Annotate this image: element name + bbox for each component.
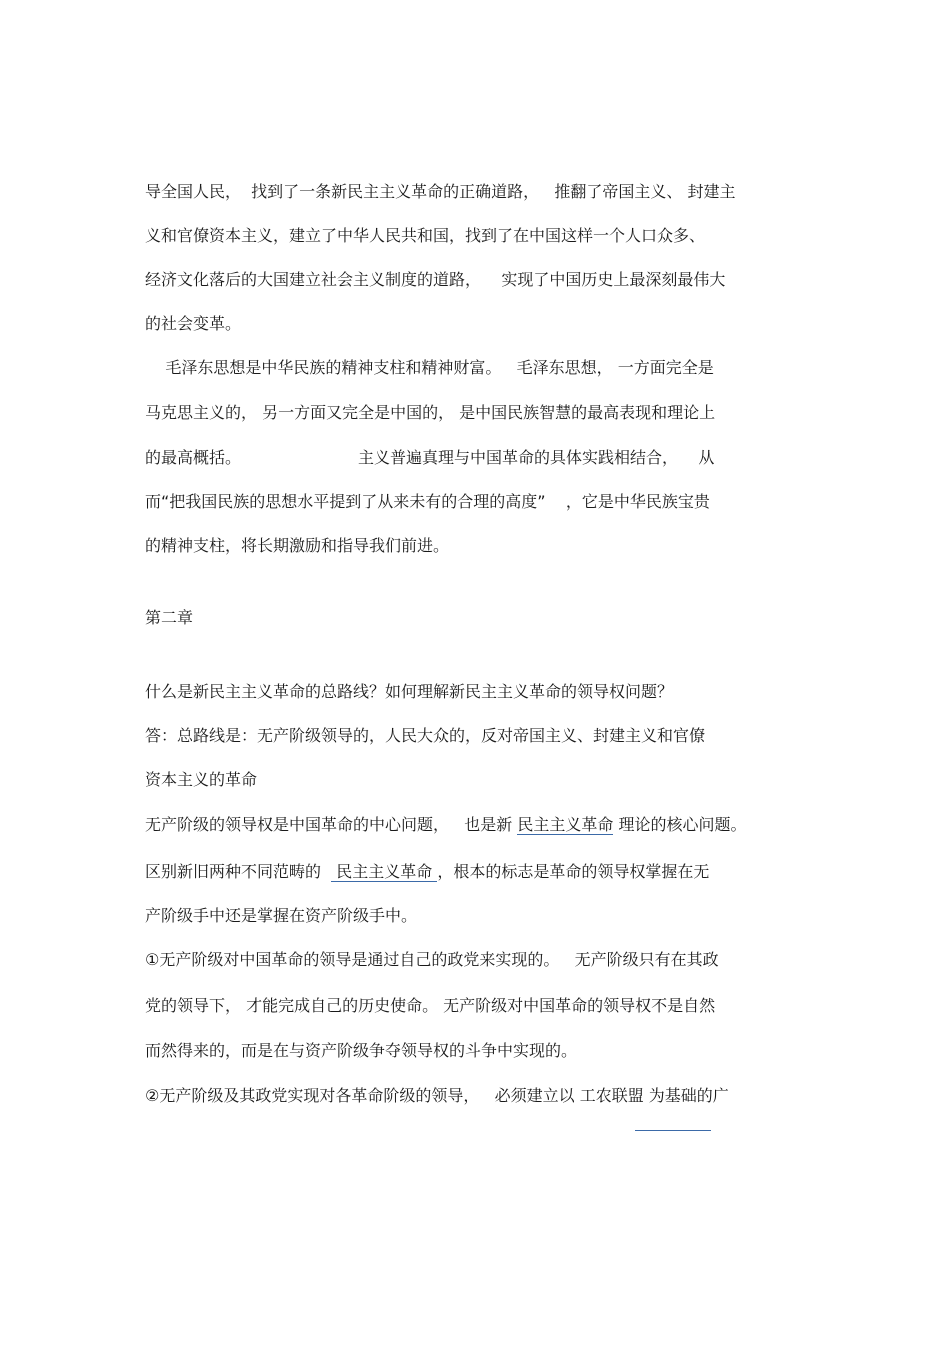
list-item-line: 而然得来的，而是在与资产阶级争夺领导权的斗争中实现的。 [145, 1041, 578, 1060]
paragraph-line [145, 862, 709, 882]
paragraph-line: 而“把我国民族的思想水平提到了从来未有的合理的高度” ，它是中华民族宝贵 [145, 492, 710, 511]
paragraph-line: 导全国人民， 找到了一条新民主主义革命的正确道路， 推翻了帝国主义、 封建主 [145, 182, 736, 201]
text-run: 理论的核心问题。 [613, 815, 747, 834]
chapter-heading: 第二章 [145, 608, 194, 627]
question: 什么是新民主主义革命的总路线？如何理解新民主主义革命的领导权问题？ [145, 682, 674, 701]
list-item-line: ②无产阶级及其政党实现对各革命阶级的领导， 必须建立以 工农联盟 为基础的广 [145, 1086, 729, 1105]
paragraph-line: 毛泽东思想是中华民族的精神支柱和精神财富。 毛泽东思想， 一方面完全是 [145, 358, 714, 377]
paragraph-line: 马克思主义的， 另一方面又完全是中国的， 是中国民族智慧的最高表现和理论上 [145, 403, 716, 422]
text-run: 区别新旧两种不同范畴的 [145, 862, 332, 881]
paragraph-line: 产阶级手中还是掌握在资产阶级手中。 [145, 906, 418, 925]
text-run: 无产阶级的领导权是中国革命的中心问题， 也是新 [145, 815, 518, 834]
answer-line: 答：总路线是：无产阶级领导的，人民大众的，反对帝国主义、封建主义和官僚 [145, 726, 706, 745]
paragraph-line: 的精神支柱，将长期激励和指导我们前进。 [145, 536, 450, 555]
paragraph-line [145, 815, 746, 835]
underlined-term: 民主主义革命 [331, 862, 438, 881]
paragraph-line: 的最高概括。 主义普遍真理与中国革命的具体实践相结合， 从 [145, 448, 715, 467]
text-run: ，根本的标志是革命的领导权掌握在无 [437, 862, 710, 881]
list-item-line: ①无产阶级对中国革命的领导是通过自己的政党来实现的。 无产阶级只有在其政 [145, 950, 719, 969]
paragraph-line: 经济文化落后的大国建立社会主义制度的道路， 实现了中国历史上最深刻最伟大 [145, 270, 726, 289]
blank-underline [635, 1130, 711, 1131]
list-item-line: 党的领导下， 才能完成自己的历史使命。 无产阶级对中国革命的领导权不是自然 [145, 996, 716, 1015]
answer-line: 资本主义的革命 [145, 770, 258, 789]
underlined-term: 民主主义革命 [517, 815, 614, 834]
paragraph-line: 义和官僚资本主义，建立了中华人民共和国，找到了在中国这样一个人口众多、 [145, 226, 706, 245]
paragraph-line: 的社会变革。 [145, 314, 242, 333]
